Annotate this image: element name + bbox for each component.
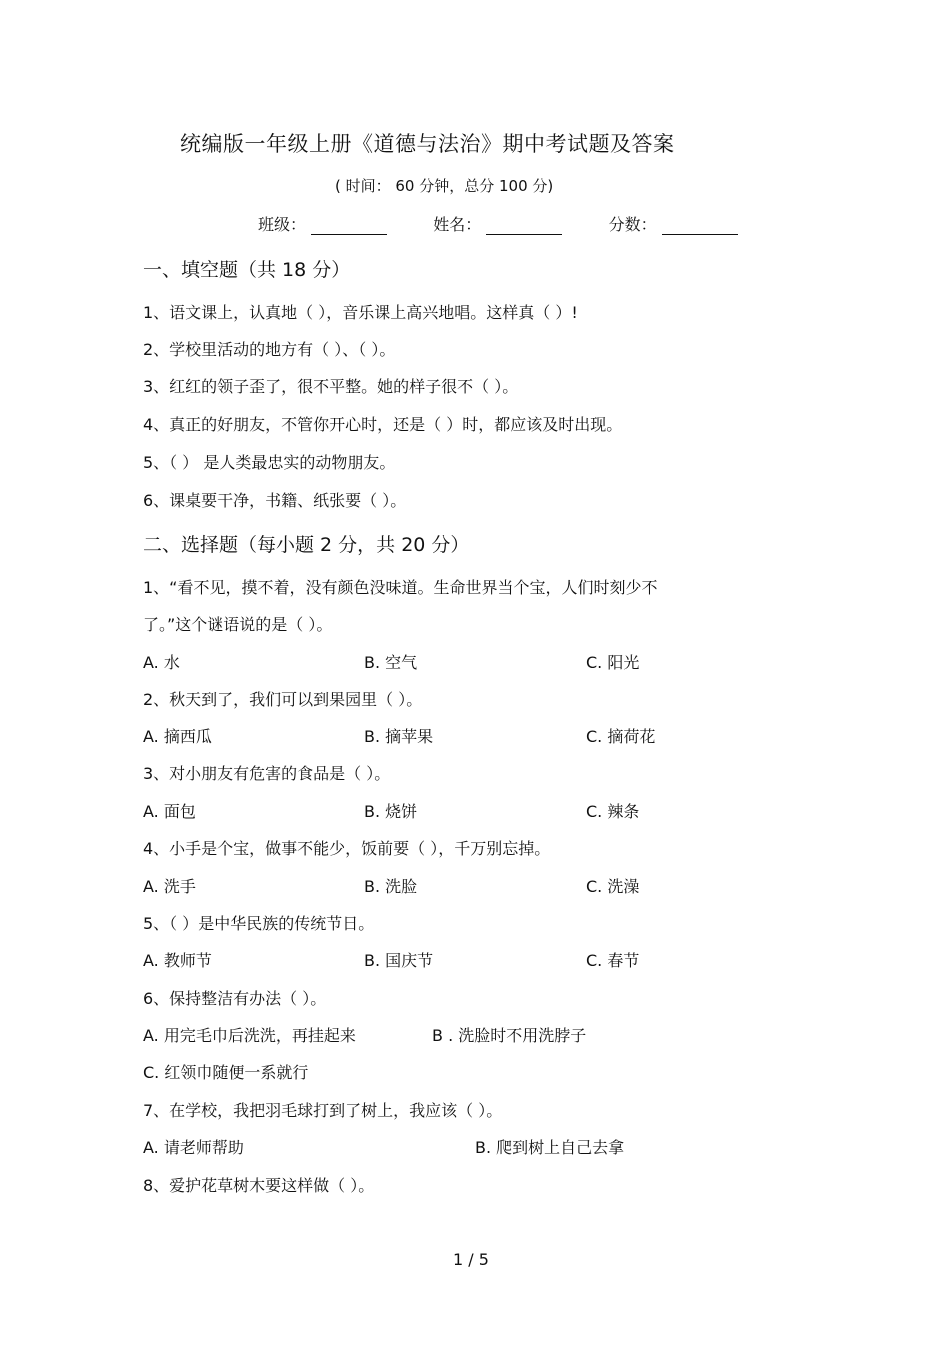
fill-item: 4、真正的好朋友，不管你开心时，还是（ ）时，都应该及时出现。: [143, 415, 623, 434]
question-stem: 了。”这个谜语说的是（ ）。: [143, 615, 333, 634]
question-stem: 2、秋天到了，我们可以到果园里（ ）。: [143, 690, 423, 709]
option-c: C. 春节: [586, 951, 640, 970]
option-b: B . 洗脸时不用洗脖子: [432, 1026, 587, 1045]
fill-item: 5、（ ） 是人类最忠实的动物朋友。: [143, 453, 396, 472]
fill-item: 2、学校里活动的地方有（ ）、（ ）。: [143, 340, 396, 359]
option-c: C. 红领巾随便一系就行: [143, 1063, 309, 1082]
option-a: A. 摘西瓜: [143, 727, 212, 746]
score-label: 分数：: [608, 215, 657, 234]
option-c: C. 摘荷花: [586, 727, 656, 746]
class-label: 班级：: [258, 215, 307, 234]
option-a: A. 教师节: [143, 951, 212, 970]
option-a: A. 水: [143, 653, 180, 672]
question-stem: 4、小手是个宝，做事不能少，饭前要（ ），千万别忘掉。: [143, 839, 551, 858]
student-info-row: [258, 212, 738, 235]
option-a: A. 洗手: [143, 877, 196, 896]
option-a: A. 面包: [143, 802, 196, 821]
question-stem: 8、爱护花草树木要这样做（ ）。: [143, 1176, 375, 1195]
fill-item: 3、红红的领子歪了，很不平整。她的样子很不（ ）。: [143, 377, 519, 396]
option-b: B. 摘苹果: [364, 727, 434, 746]
option-c: C. 阳光: [586, 653, 640, 672]
page-number: 1 / 5: [453, 1250, 489, 1269]
question-stem: 3、对小朋友有危害的食品是（ ）。: [143, 764, 391, 783]
page-title: 统编版一年级上册《道德与法治》期中考试题及答案: [180, 132, 675, 156]
section-1-title: 一、填空题（共 18 分）: [143, 259, 351, 281]
option-a: A. 用完毛巾后洗洗，再挂起来: [143, 1026, 356, 1045]
option-a: A. 请老师帮助: [143, 1138, 244, 1157]
name-label: 姓名：: [433, 215, 482, 234]
question-stem: 6、保持整洁有办法（ ）。: [143, 989, 327, 1008]
option-c: C. 洗澡: [586, 877, 640, 896]
score-blank[interactable]: [662, 220, 738, 235]
name-blank[interactable]: [486, 220, 562, 235]
section-2-title: 二、选择题（每小题 2 分，共 20 分）: [143, 534, 470, 556]
question-stem: 5、（ ）是中华民族的传统节日。: [143, 914, 375, 933]
option-c: C. 辣条: [586, 802, 640, 821]
fill-item: 1、语文课上，认真地（ ），音乐课上高兴地唱。这样真（ ）!: [143, 303, 578, 322]
question-stem: 1、“看不见，摸不着，没有颜色没味道。生命世界当个宝，人们时刻少不: [143, 578, 658, 597]
option-b: B. 洗脸: [364, 877, 418, 896]
option-b: B. 国庆节: [364, 951, 434, 970]
question-stem: 7、在学校，我把羽毛球打到了树上，我应该（ ）。: [143, 1101, 503, 1120]
option-b: B. 空气: [364, 653, 418, 672]
option-b: B. 爬到树上自己去拿: [475, 1138, 625, 1157]
option-b: B. 烧饼: [364, 802, 418, 821]
fill-item: 6、课桌要干净，书籍、纸张要（ ）。: [143, 491, 407, 510]
class-blank[interactable]: [311, 220, 387, 235]
time-info: ( 时间： 60 分钟，总分 100 分): [335, 177, 554, 195]
